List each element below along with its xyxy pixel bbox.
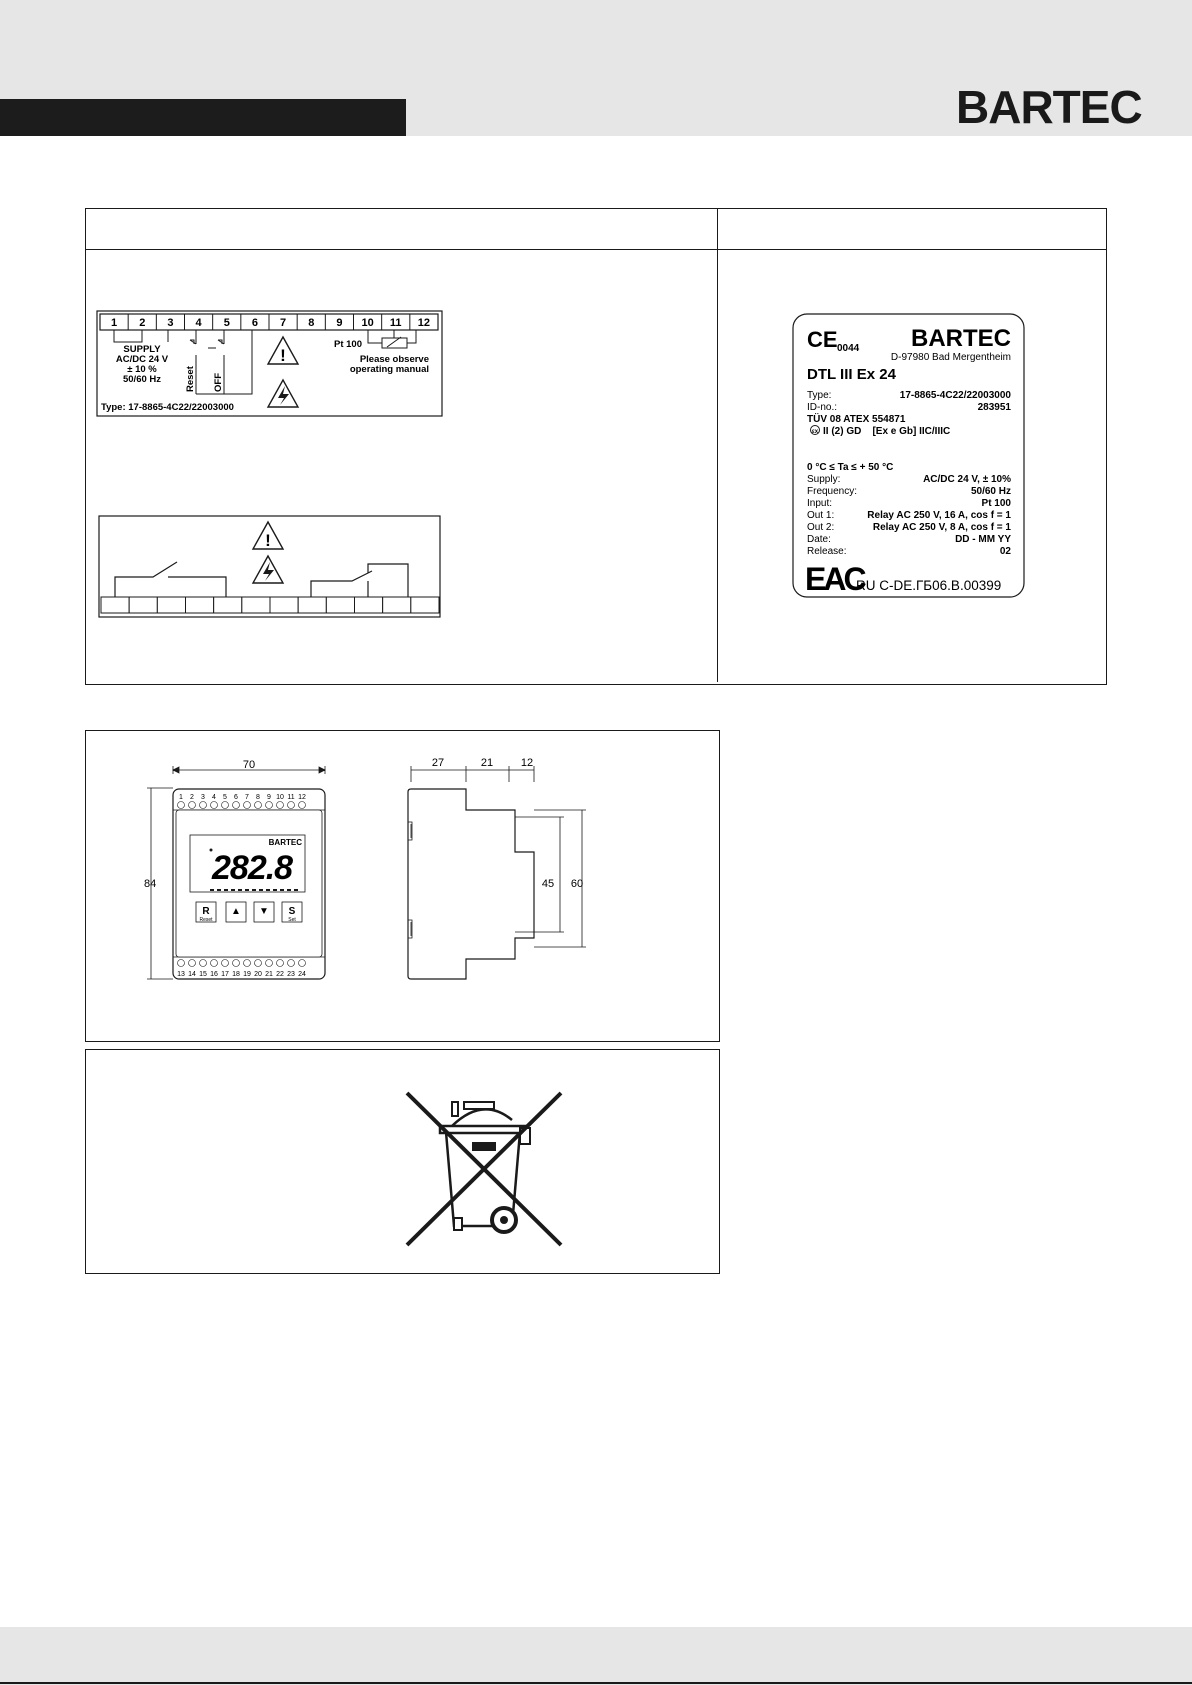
terminal-screw-icon [288, 802, 295, 809]
bottom-terminal-number: 18 [232, 971, 240, 978]
terminal-screw-icon [222, 960, 229, 967]
nameplate-row-label: Out 2: [807, 522, 835, 533]
svg-text:!: ! [280, 346, 286, 365]
terminal-screw-icon [299, 960, 306, 967]
supply-line-1: AC/DC 24 V [115, 354, 169, 365]
bottom-terminal-number: 14 [188, 971, 196, 978]
bottom-terminal-number: 24 [298, 971, 306, 978]
terminal-screw-icon [189, 802, 196, 809]
nameplate-label [792, 313, 1026, 599]
device-key-symbol: S [288, 906, 296, 917]
nameplate-row-label: Release: [807, 546, 847, 557]
device-key-caption: Set [288, 917, 296, 923]
side-height-60: 60 [570, 878, 584, 890]
terminal-screw-icon [189, 960, 196, 967]
device-key-caption: Reset [199, 917, 213, 923]
terminal-screw-icon [211, 960, 218, 967]
terminal-screw-icon [178, 802, 185, 809]
side-depth-3: 12 [520, 757, 534, 769]
terminal-screw-icon [299, 802, 306, 809]
bottom-terminal-number: 13 [177, 971, 185, 978]
crossed-out-bin-icon [404, 1090, 564, 1248]
bottom-terminal-number: 15 [199, 971, 207, 978]
terminal-cell [214, 597, 242, 613]
terminal-screw-icon [277, 960, 284, 967]
bottom-terminal-number: 20 [254, 971, 262, 978]
nameplate-row-value: 50/60 Hz [970, 486, 1011, 497]
product-name: DTL III Ex 24 [807, 366, 896, 383]
top-terminal-number: 5 [223, 794, 227, 801]
terminal-screw-icon [277, 802, 284, 809]
top-terminal-number: 2 [190, 794, 194, 801]
top-terminal-number: 9 [267, 794, 271, 801]
brand-logo: BARTEC [956, 81, 1142, 133]
disposal-panel [85, 1049, 720, 1274]
device-key-symbol: R [202, 906, 210, 917]
bottom-terminal-number: 19 [243, 971, 251, 978]
top-terminal-number: 10 [276, 794, 284, 801]
terminal-screw-icon [200, 960, 207, 967]
type-value: 17-8865-4C22/22003000 [899, 390, 1011, 401]
terminal-number: 12 [417, 317, 431, 329]
nameplate-row-value: AC/DC 24 V, ± 10% [923, 474, 1011, 485]
terminal-cell [411, 597, 439, 613]
nameplate-row-value: 02 [999, 546, 1011, 557]
type-line: Type: 17-8865-4C22/22003000 [101, 402, 234, 413]
terminal-screw-icon [211, 802, 218, 809]
terminal-screw-icon [288, 960, 295, 967]
terminal-screw-icon [255, 960, 262, 967]
nameplate-address: D-97980 Bad Mergentheim [890, 352, 1011, 363]
terminal-cell [298, 597, 326, 613]
side-depth-1: 27 [431, 757, 445, 769]
terminal-label-diagram [96, 310, 444, 418]
side-depth-2: 21 [480, 757, 494, 769]
nameplate-row-label: Date: [807, 534, 831, 545]
top-terminal-number: 11 [287, 794, 295, 801]
ce-mark: CE [807, 327, 838, 352]
nameplate-row-label: Input: [807, 498, 833, 509]
terminal-screw-icon [266, 802, 273, 809]
terminal-number: 1 [111, 317, 118, 329]
front-height-label: 84 [144, 878, 157, 890]
nameplate-row-value: Pt 100 [981, 498, 1011, 509]
terminal-cell [157, 597, 185, 613]
terminal-strip-diagram [98, 515, 442, 619]
svg-text:εx: εx [811, 429, 819, 435]
terminal-cell [270, 597, 298, 613]
device-key-symbol: ▼ [259, 906, 269, 917]
nameplate-row-label: Supply: [807, 474, 841, 485]
footer-band [0, 1627, 1192, 1685]
eac-mark: EAC [805, 561, 864, 597]
terminal-number: 4 [195, 317, 202, 329]
device-key-symbol: ▲ [231, 906, 241, 917]
device-brand: BARTEC [268, 838, 302, 847]
nameplate-row-value: Relay AC 250 V, 16 A, cos f = 1 [867, 510, 1011, 521]
note-line-1: operating manual [349, 364, 429, 375]
top-terminal-number: 4 [212, 794, 216, 801]
terminal-number: 5 [223, 317, 230, 329]
id-label: ID-no.: [807, 402, 838, 413]
svg-text:!: ! [265, 531, 271, 550]
bottom-terminal-number: 17 [221, 971, 229, 978]
terminal-screw-icon [233, 960, 240, 967]
front-width-label: 70 [242, 759, 256, 771]
terminal-number: 3 [167, 317, 174, 329]
bottom-terminal-number: 23 [287, 971, 295, 978]
labels-table-header-rule [85, 249, 1107, 250]
supply-line-2: ± 10 % [127, 364, 157, 375]
bottom-terminal-number: 16 [210, 971, 218, 978]
top-terminal-number: 3 [201, 794, 205, 801]
top-terminal-number: 12 [298, 794, 306, 801]
top-terminal-number: 7 [245, 794, 249, 801]
nameplate-brand: BARTEC [911, 325, 1011, 352]
labels-table-divider [717, 208, 718, 682]
terminal-screw-icon [233, 802, 240, 809]
terminal-screw-icon [222, 802, 229, 809]
terminal-number: 6 [251, 317, 258, 329]
terminal-cell [326, 597, 354, 613]
footer-rule [0, 1682, 1192, 1684]
terminal-screw-icon [244, 960, 251, 967]
notified-body: 0044 [837, 343, 860, 354]
id-value: 283951 [977, 402, 1011, 413]
header-title-bar [0, 99, 406, 136]
nameplate-row-label: Frequency: [807, 486, 858, 497]
dimension-drawing [140, 752, 600, 992]
nameplate-row-value: DD - MM YY [955, 534, 1011, 545]
terminal-cell [242, 597, 270, 613]
terminal-cell [355, 597, 383, 613]
supply-line-3: 50/60 Hz [122, 374, 162, 385]
note-line-0: Please observe [359, 354, 429, 365]
terminal-screw-icon [200, 802, 207, 809]
terminal-number: 11 [389, 317, 402, 329]
terminal-cell [101, 597, 129, 613]
top-terminal-number: 8 [256, 794, 260, 801]
terminal-screw-icon [178, 960, 185, 967]
type-label: Type: [807, 390, 832, 401]
terminal-cell [129, 597, 157, 613]
terminal-strip-cells [101, 597, 439, 613]
supply-line-0: SUPPLY [123, 344, 161, 355]
terminal-number: 8 [308, 317, 315, 329]
terminal-number: 9 [336, 317, 343, 329]
pt100-label: Pt 100 [334, 339, 362, 350]
cert-number: TÜV 08 ATEX 554871 [807, 414, 906, 425]
top-terminal-number: 6 [234, 794, 238, 801]
terminal-screw-icon [266, 960, 273, 967]
terminal-number: 10 [361, 317, 374, 329]
reset-label: Reset [185, 366, 196, 392]
ex-marking: II (2) GD [Ex e Gb] IIC/IIIC [823, 426, 951, 437]
terminal-screw-icon [244, 802, 251, 809]
terminal-number: 2 [139, 317, 146, 329]
nameplate-row-label: Out 1: [807, 510, 835, 521]
nameplate-row-value: Relay AC 250 V, 8 A, cos f = 1 [872, 522, 1011, 533]
display-readout: 282.8 [212, 849, 293, 887]
terminal-cell [186, 597, 214, 613]
terminal-cell [383, 597, 411, 613]
top-terminal-number: 1 [179, 794, 183, 801]
terminal-screw-icon [255, 802, 262, 809]
off-label: OFF [213, 373, 224, 392]
side-height-45: 45 [541, 878, 555, 890]
bottom-terminal-number: 22 [276, 971, 284, 978]
terminal-number: 7 [280, 317, 287, 329]
ambient-range: 0 °C ≤ Ta ≤ + 50 °C [807, 462, 894, 473]
eac-certificate: RU C-DE.ГБ06.В.00399 [856, 578, 1002, 593]
bottom-terminal-number: 21 [265, 971, 273, 978]
